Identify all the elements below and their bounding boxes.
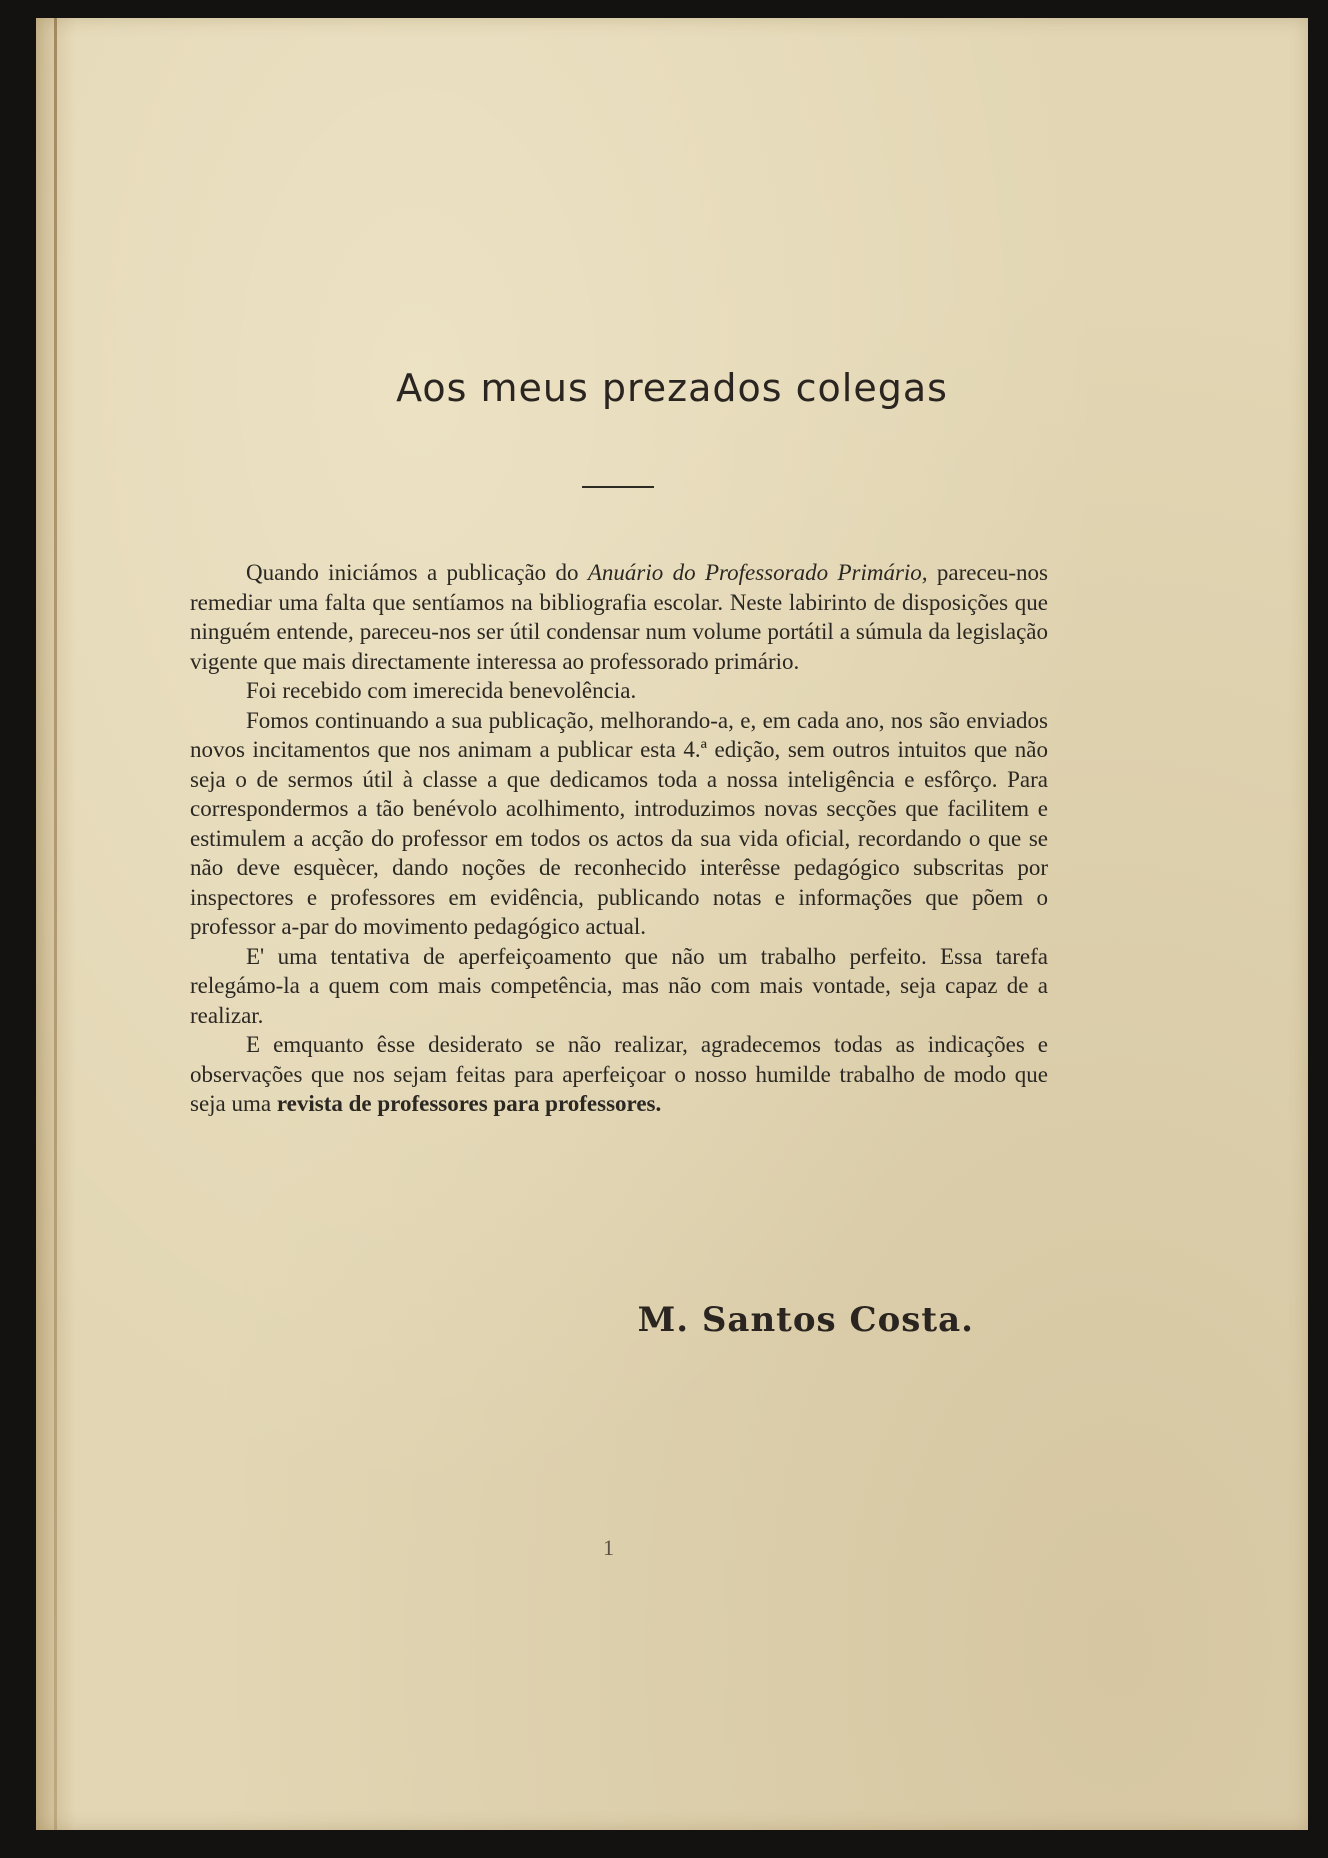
paragraph-4: E' uma tentativa de aperfeiçoamento que não um trabalho perfeito. Essa tarefa relegámo-la a quem com mais competência, mas não com mais vontade, seja capaz de a realizar. xyxy=(190,943,1048,1028)
paragraph-2: Foi recebido com imerecida benevolência. xyxy=(246,678,637,703)
paragraph-1-lead: Quando iniciámos a publicação do xyxy=(246,560,588,585)
document-page xyxy=(36,18,1308,1830)
paragraph-1 xyxy=(190,558,1048,676)
paragraph-5-lead: E emquanto êsse desiderato se não realizar, agradecemos todas as indicações e observações que nos sejam feitas para aperfeiçoar o nosso humilde trabalho de modo que seja uma xyxy=(190,1032,1048,1116)
author-signature: M. Santos Costa. xyxy=(637,1300,974,1340)
paragraph-5 xyxy=(190,1030,1048,1119)
binding-edge xyxy=(54,18,57,1830)
title-divider xyxy=(582,486,654,488)
paragraph-1-rest: pareceu-nos remediar uma falta que sentíamos na bibliografia escolar. Neste labirinto de disposições que ninguém entende, pareceu-nos ser útil condensar num volume portátil a súmula da legislação vigente que mais directamente interessa ao professorado primário. xyxy=(190,560,1048,674)
paragraph-5-emphasis: revista de professores para professores. xyxy=(276,1091,662,1116)
page-number: 1 xyxy=(603,1535,614,1560)
paragraph-3: Fomos continuando a sua publicação, melhorando-a, e, em cada ano, nos são enviados novos incitamentos que nos animam a publicar esta 4.ª edição, sem outros intuitos que não seja o de sermos útil à classe a que dedicamos toda a nossa inteligência e esfôrço. Para correspondermos a tão benévolo acolhimento, introduzimos novas secções que facilitem e estimulem a acção do professor em todos os actos da sua vida oficial, recordando o que se não deve esquècer, dando noções de reconhecido interêsse pedagógico subscritas por inspectores e professores em evidência, publicando notas e informações que põem o professor a-par do movimento pedagógico actual. xyxy=(190,707,1048,939)
publication-title: Anuário do Professorado Primário, xyxy=(587,560,928,585)
preface-body xyxy=(190,558,1048,1119)
page-title: Aos meus prezados colegas xyxy=(396,366,948,410)
